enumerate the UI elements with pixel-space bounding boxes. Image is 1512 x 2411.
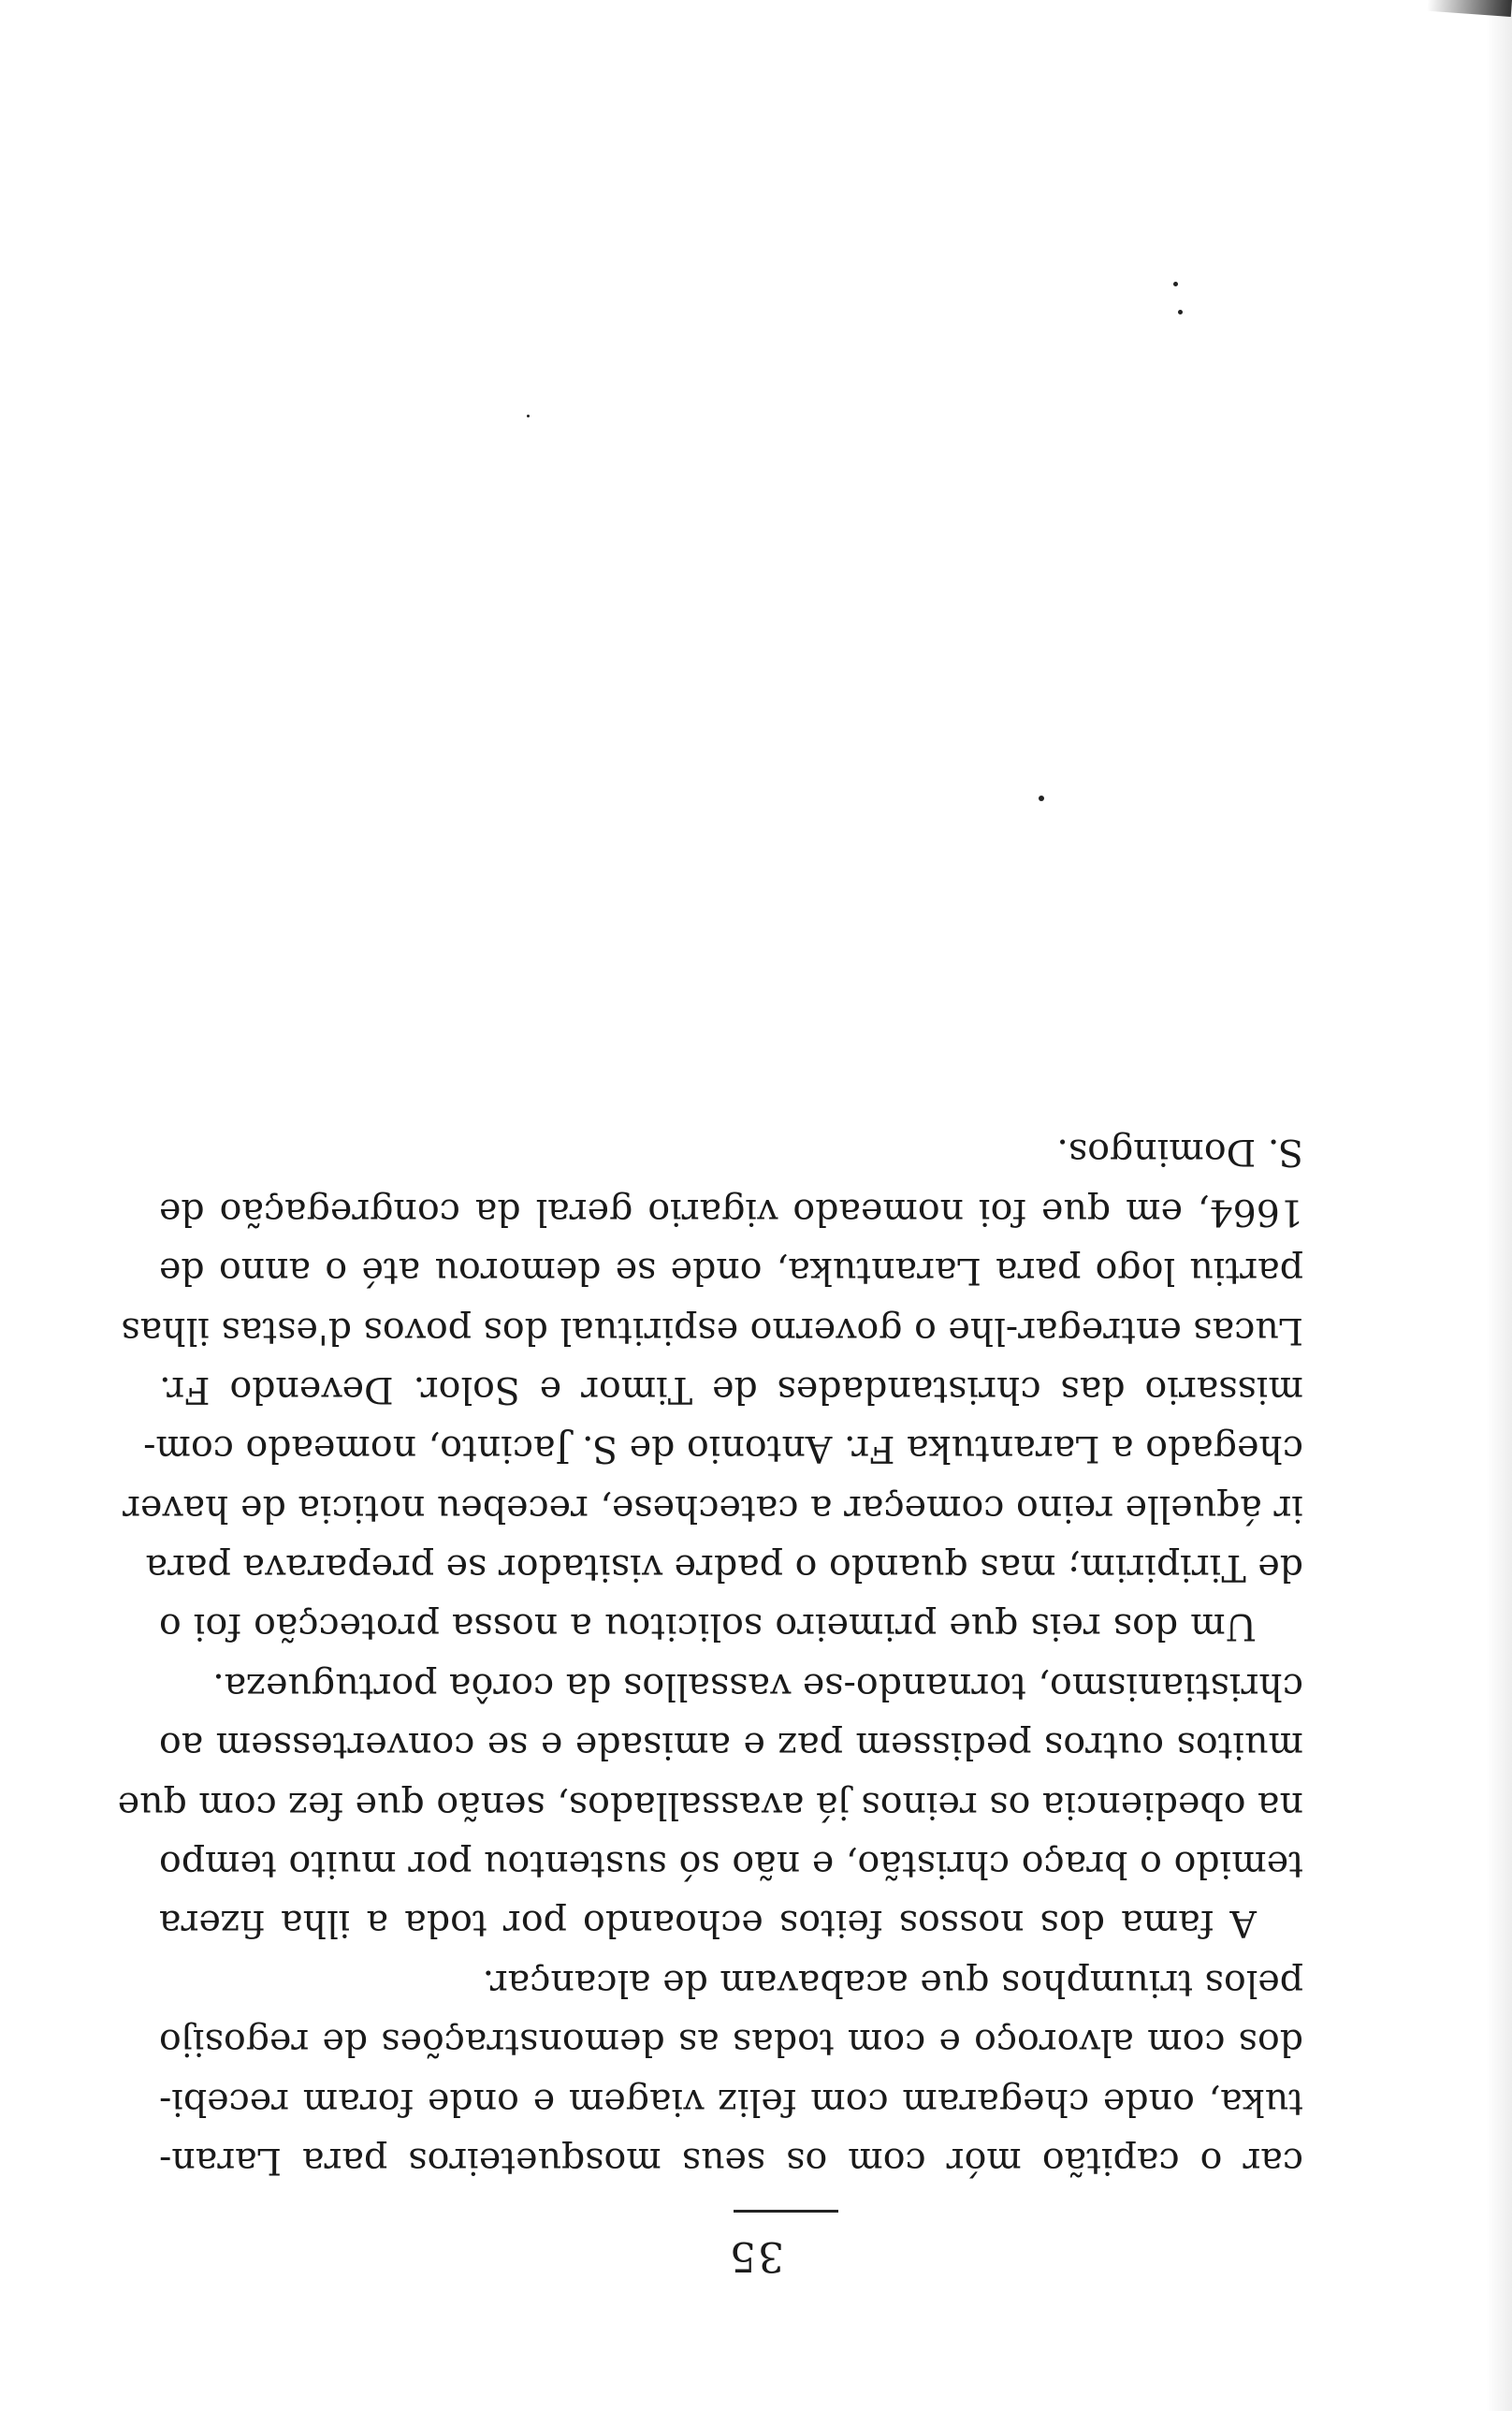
text-line: Lucas entregar-lhe o governo espiritual dos povos d'estas ilhas [121, 1308, 1303, 1352]
text-line: partiu logo para Larantuka, onde se demorou até o anno de [159, 1249, 1303, 1293]
text-line: tuka, onde chegaram com feliz viagem e onde foram recebi- [159, 2080, 1303, 2124]
page-edge-shadow [1486, 0, 1512, 2411]
text-line: car o capitão mór com os seus mosqueteiros para Laran- [159, 2140, 1303, 2183]
ink-speck [527, 415, 530, 417]
ink-speck [1178, 310, 1183, 314]
text-line: Um dos reis que primeiro solicitou a nossa protecção foi o [159, 1605, 1257, 1649]
text-line: muitos outros pedissem paz e amisade e se convertessem ao [159, 1724, 1303, 1768]
header-rule [734, 2210, 838, 2213]
text-line: 1664, em que foi nomeado vigario geral da congregação de [159, 1190, 1303, 1234]
text-line: de Tiripirim; mas quando o padre visitador se preparava para [145, 1546, 1303, 1590]
text-line: chegado a Larantuka Fr. Antonio de S. Jacinto, nomeado com- [143, 1427, 1303, 1471]
body-text [117, 1122, 1303, 2190]
text-line: temido o braço christão, e não só sustentou por muito tempo [159, 1843, 1303, 1887]
text-line: ir áquelle reino começar a catechese, recebeu noticia de haver [123, 1486, 1303, 1530]
text-line: dos com alvoroço e com todas as demonstrações de regosijo [159, 2021, 1303, 2065]
text-line: A fama dos nossos feitos echoando por toda a ilha fizera [159, 1902, 1257, 1946]
ink-speck [1173, 282, 1178, 286]
text-line: na obediencia os reinos já avassallados, senão que fez com que [117, 1783, 1303, 1827]
text-line: pelos triumphos que acabavam de alcançar. [482, 1961, 1303, 2005]
text-line: missario das christandades de Timor e Solor. Devendo Fr. [159, 1367, 1303, 1411]
ink-speck [1039, 796, 1044, 801]
text-line: S. Domingos. [1056, 1131, 1303, 1175]
text-line: christianismo, tornando-se vassallos da corôa portugueza. [212, 1664, 1303, 1708]
page-number: 35 [728, 2232, 784, 2280]
